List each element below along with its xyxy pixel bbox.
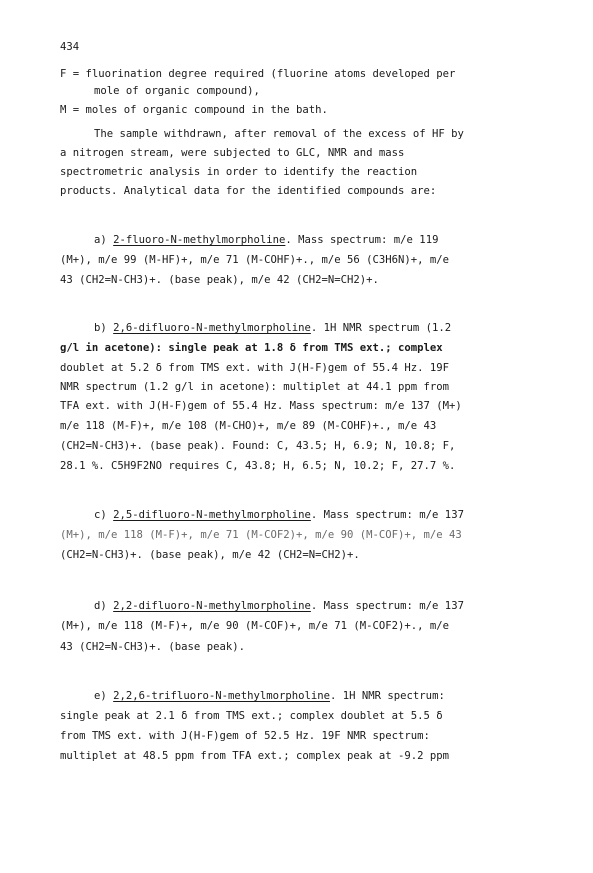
compound-c-line-3: (CH2=N-CH3)+. (base peak), m/e 42 (CH2=N=CH2)+. — [60, 549, 360, 561]
compound-b-line-2: g/l in acetone): single peak at 1.8 δ from TMS ext.; complex — [60, 342, 443, 354]
compound-b-name: 2,6-difluoro-N-methylmorpholine — [113, 322, 311, 334]
compound-a-line-3: 43 (CH2=N-CH3)+. (base peak), m/e 42 (CH2=N=CH2)+. — [60, 274, 379, 286]
compound-d-line-1: d) 2,2-difluoro-N-methylmorpholine. Mass spectrum: m/e 137 — [94, 600, 464, 612]
compound-b-line-7: (CH2=N-CH3)+. (base peak). Found: C, 43.5; H, 6.9; N, 10.8; F, — [60, 440, 456, 452]
compound-c-line-1: c) 2,5-difluoro-N-methylmorpholine. Mass spectrum: m/e 137 — [94, 509, 464, 521]
compound-b-line-1: b) 2,6-difluoro-N-methylmorpholine. 1H NMR spectrum (1.2 — [94, 322, 452, 334]
compound-c-name: 2,5-difluoro-N-methylmorpholine — [113, 509, 311, 521]
intro-line-4: products. Analytical data for the identified compounds are: — [60, 185, 437, 197]
compound-e-name: 2,2,6-trifluoro-N-methylmorpholine — [113, 690, 331, 702]
compound-a-name: 2-fluoro-N-methylmorpholine — [113, 234, 286, 246]
compound-c-line-2: (M+), m/e 118 (M-F)+, m/e 71 (M-COF2)+, m/e 90 (M-COF)+, m/e 43 — [60, 529, 462, 541]
compound-b-line-3: doublet at 5.2 δ from TMS ext. with J(H-F)gem of 55.4 Hz. 19F — [60, 362, 450, 374]
compound-e-line-1: e) 2,2,6-trifluoro-N-methylmorpholine. 1H NMR spectrum: — [94, 690, 445, 702]
page-number: 434 — [60, 41, 80, 53]
definition-f-line1: F = fluorination degree required (fluorine atoms developed per — [60, 68, 456, 80]
intro-line-2: a nitrogen stream, were subjected to GLC, NMR and mass — [60, 147, 405, 159]
compound-b-line-8: 28.1 %. C5H9F2NO requires C, 43.8; H, 6.5; N, 10.2; F, 27.7 %. — [60, 460, 456, 472]
compound-d-name: 2,2-difluoro-N-methylmorpholine — [113, 600, 311, 612]
compound-a-line-2: (M+), m/e 99 (M-HF)+, m/e 71 (M-COHF)+., m/e 56 (C3H6N)+, m/e — [60, 254, 450, 266]
compound-e-line-2: single peak at 2.1 δ from TMS ext.; complex doublet at 5.5 δ — [60, 710, 443, 722]
compound-d-line-2: (M+), m/e 118 (M-F)+, m/e 90 (M-COF)+, m/e 71 (M-COF2)+., m/e — [60, 620, 450, 632]
compound-b-line-4: NMR spectrum (1.2 g/l in acetone): multiplet at 44.1 ppm from — [60, 381, 450, 393]
definition-m-line: M = moles of organic compound in the bath. — [60, 104, 328, 116]
definition-f-line2: mole of organic compound), — [94, 85, 260, 97]
intro-line-3: spectrometric analysis in order to identify the reaction — [60, 166, 418, 178]
compound-a-line-1: a) 2-fluoro-N-methylmorpholine. Mass spectrum: m/e 119 — [94, 234, 439, 246]
compound-e-line-3: from TMS ext. with J(H-F)gem of 52.5 Hz. 19F NMR spectrum: — [60, 730, 430, 742]
compound-b-line-5: TFA ext. with J(H-F)gem of 55.4 Hz. Mass spectrum: m/e 137 (M+) — [60, 400, 462, 412]
compound-d-line-3: 43 (CH2=N-CH3)+. (base peak). — [60, 641, 245, 653]
compound-b-line-6: m/e 118 (M-F)+, m/e 108 (M-CHO)+, m/e 89 (M-COHF)+., m/e 43 — [60, 420, 437, 432]
compound-e-line-4: multiplet at 48.5 ppm from TFA ext.; complex peak at -9.2 ppm — [60, 750, 450, 762]
intro-line-1: The sample withdrawn, after removal of the excess of HF by — [94, 128, 464, 140]
